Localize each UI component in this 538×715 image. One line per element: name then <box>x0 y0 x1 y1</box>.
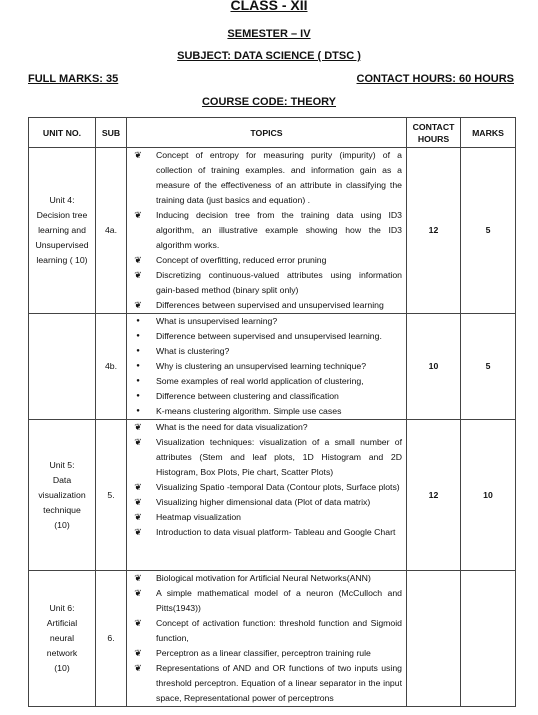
unit-cell <box>29 314 96 420</box>
topic-text: Discretizing continuous-valued attributes using information gain-based method (binary split only) <box>156 270 402 295</box>
unit-cell <box>29 148 96 314</box>
marks-cell: 10 <box>461 420 516 571</box>
leaf-bullet-icon: ❦ <box>134 150 142 160</box>
topic-item <box>127 616 402 646</box>
topic-text: Representations of AND and OR functions of two inputs using threshold perceptron. Equation of a linear separator in the input space, Representational power of perceptrons <box>156 663 402 703</box>
leaf-bullet-icon: ❦ <box>134 255 142 265</box>
topic-item <box>127 495 402 510</box>
topic-item <box>127 661 402 706</box>
marks-cell: 5 <box>461 314 516 420</box>
unit-line: neural <box>49 633 75 643</box>
topics-cell <box>127 148 407 314</box>
unit-line: visualization <box>38 489 86 500</box>
column-header-contact-hours: CONTACT HOURS <box>407 118 461 148</box>
table-row <box>29 148 516 314</box>
leaf-bullet-icon: ❦ <box>134 588 142 598</box>
column-header-marks: MARKS <box>461 118 516 148</box>
leaf-bullet-icon: ❦ <box>134 497 142 507</box>
topic-item <box>127 525 402 540</box>
topics-cell <box>127 571 407 707</box>
dot-bullet-icon: ● <box>136 318 140 324</box>
topic-text: Visualization techniques: visualization of a small number of attributes (Stem and leaf plots, 1D Histogram and 2D Histogram, Box Plots, Pie chart, Scatter Plots) <box>156 437 402 477</box>
column-header-sub: SUB <box>96 118 127 148</box>
leaf-bullet-icon: ❦ <box>134 512 142 522</box>
contact-hours-cell <box>407 571 461 707</box>
topic-item <box>127 389 402 404</box>
topic-text: A simple mathematical model of a neuron (McCulloch and Pitts(1943)) <box>156 588 402 613</box>
topic-list <box>127 571 402 706</box>
unit-line: learning ( 10) <box>36 255 88 265</box>
unit-line: technique <box>43 504 81 515</box>
dot-bullet-icon: ● <box>136 408 140 414</box>
topic-item <box>127 314 402 329</box>
topic-item <box>127 646 402 661</box>
topic-text: What is unsupervised learning? <box>156 316 278 326</box>
sub-cell: 4a. <box>96 148 127 314</box>
table-header-row <box>29 118 516 148</box>
topic-item <box>127 148 402 208</box>
topic-item <box>127 404 402 419</box>
topics-cell <box>127 420 407 571</box>
table-row <box>29 420 516 571</box>
table-body <box>29 148 516 707</box>
topic-item <box>127 586 402 616</box>
topic-item <box>127 359 402 374</box>
unit-line: Unit 5: <box>49 459 75 470</box>
leaf-bullet-icon: ❦ <box>134 527 142 537</box>
topic-list <box>127 148 402 313</box>
topic-text: Heatmap visualization <box>156 512 241 522</box>
table-row <box>29 314 516 420</box>
topic-text: Differences between supervised and unsupervised learning <box>156 300 384 310</box>
marks-cell: 5 <box>461 148 516 314</box>
topic-text: Some examples of real world application of clustering, <box>156 376 364 386</box>
topic-list <box>127 314 402 419</box>
syllabus-table <box>28 117 516 707</box>
leaf-bullet-icon: ❦ <box>134 270 142 280</box>
dot-bullet-icon: ● <box>136 333 140 339</box>
unit-line: Data <box>52 474 72 485</box>
contact-hours-cell: 12 <box>407 420 461 571</box>
dot-bullet-icon: ● <box>136 393 140 399</box>
topic-text: Concept of overfitting, reduced error pruning <box>156 255 327 265</box>
unit-line: (10) <box>54 519 70 530</box>
leaf-bullet-icon: ❦ <box>134 210 142 220</box>
topic-item <box>127 510 402 525</box>
topic-item <box>127 208 402 253</box>
table-row <box>29 571 516 707</box>
topic-item <box>127 374 402 389</box>
dot-bullet-icon: ● <box>136 363 140 369</box>
course-code-heading: COURSE CODE: THEORY <box>201 96 337 108</box>
topic-text: Perceptron as a linear classifier, perceptron training rule <box>156 648 371 658</box>
leaf-bullet-icon: ❦ <box>134 648 142 658</box>
topic-text: Difference between supervised and unsupervised learning. <box>156 331 382 341</box>
unit-line: (10) <box>54 663 70 673</box>
leaf-bullet-icon: ❦ <box>134 422 142 432</box>
column-header-unit: UNIT NO. <box>29 118 96 148</box>
topic-item <box>127 435 402 480</box>
leaf-bullet-icon: ❦ <box>134 300 142 310</box>
topic-list <box>127 420 402 540</box>
topic-item <box>127 268 402 298</box>
unit-line: Unit 6: <box>49 603 75 613</box>
subject-heading: SUBJECT: DATA SCIENCE ( DTSC ) <box>177 50 361 62</box>
topic-item <box>127 344 402 359</box>
leaf-bullet-icon: ❦ <box>134 482 142 492</box>
topic-text: Visualizing higher dimensional data (Plot of data matrix) <box>156 497 371 507</box>
topic-item <box>127 480 402 495</box>
unit-line: Unsupervised <box>35 240 89 250</box>
unit-line: Artificial <box>46 618 78 628</box>
unit-line: network <box>46 648 78 658</box>
semester-heading: SEMESTER – IV <box>227 28 311 40</box>
class-title: CLASS - XII <box>230 0 308 13</box>
unit-line: learning and <box>38 225 86 235</box>
marks-cell <box>461 571 516 707</box>
leaf-bullet-icon: ❦ <box>134 573 142 583</box>
topic-text: Difference between clustering and classification <box>156 391 339 401</box>
sub-cell: 6. <box>96 571 127 707</box>
unit-cell <box>29 571 96 707</box>
topic-text: Concept of activation function: threshold function and Sigmoid function, <box>156 618 402 643</box>
column-header-topics: TOPICS <box>127 118 407 148</box>
sub-cell: 5. <box>96 420 127 571</box>
topic-item <box>127 298 402 313</box>
topic-text: Biological motivation for Artificial Neural Networks(ANN) <box>156 573 371 583</box>
topic-item <box>127 420 402 435</box>
leaf-bullet-icon: ❦ <box>134 663 142 673</box>
topic-text: K-means clustering algorithm. Simple use cases <box>156 406 342 416</box>
topic-text: Visualizing Spatio -temporal Data (Contour plots, Surface plots) <box>156 482 400 492</box>
topic-text: Why is clustering an unsupervised learning technique? <box>156 361 367 371</box>
unit-line: Unit 4: <box>49 195 75 205</box>
topic-text: Introduction to data visual platform- Tableau and Google Chart <box>156 527 396 537</box>
topic-item <box>127 571 402 586</box>
sub-cell: 4b. <box>96 314 127 420</box>
leaf-bullet-icon: ❦ <box>134 437 142 447</box>
topic-text: Inducing decision tree from the training data using ID3 algorithm, an illustrative example showing how the ID3 algorithm works. <box>156 210 402 250</box>
topic-item <box>127 329 402 344</box>
unit-line: Decision tree <box>36 210 88 220</box>
contact-hours: CONTACT HOURS: 60 HOURS <box>356 73 514 85</box>
contact-hours-cell: 12 <box>407 148 461 314</box>
dot-bullet-icon: ● <box>136 378 140 384</box>
topics-cell <box>127 314 407 420</box>
full-marks: FULL MARKS: 35 <box>28 73 119 85</box>
topic-item <box>127 253 402 268</box>
leaf-bullet-icon: ❦ <box>134 618 142 628</box>
contact-hours-cell: 10 <box>407 314 461 420</box>
topic-text: Concept of entropy for measuring purity (impurity) of a collection of training examples. and information gain as a measure of the effectiveness of an attribute in classifying the training data (just basics and equation) . <box>156 150 402 205</box>
unit-cell <box>29 420 96 571</box>
topic-text: What is clustering? <box>156 346 230 356</box>
dot-bullet-icon: ● <box>136 348 140 354</box>
topic-text: What is the need for data visualization? <box>156 422 308 432</box>
